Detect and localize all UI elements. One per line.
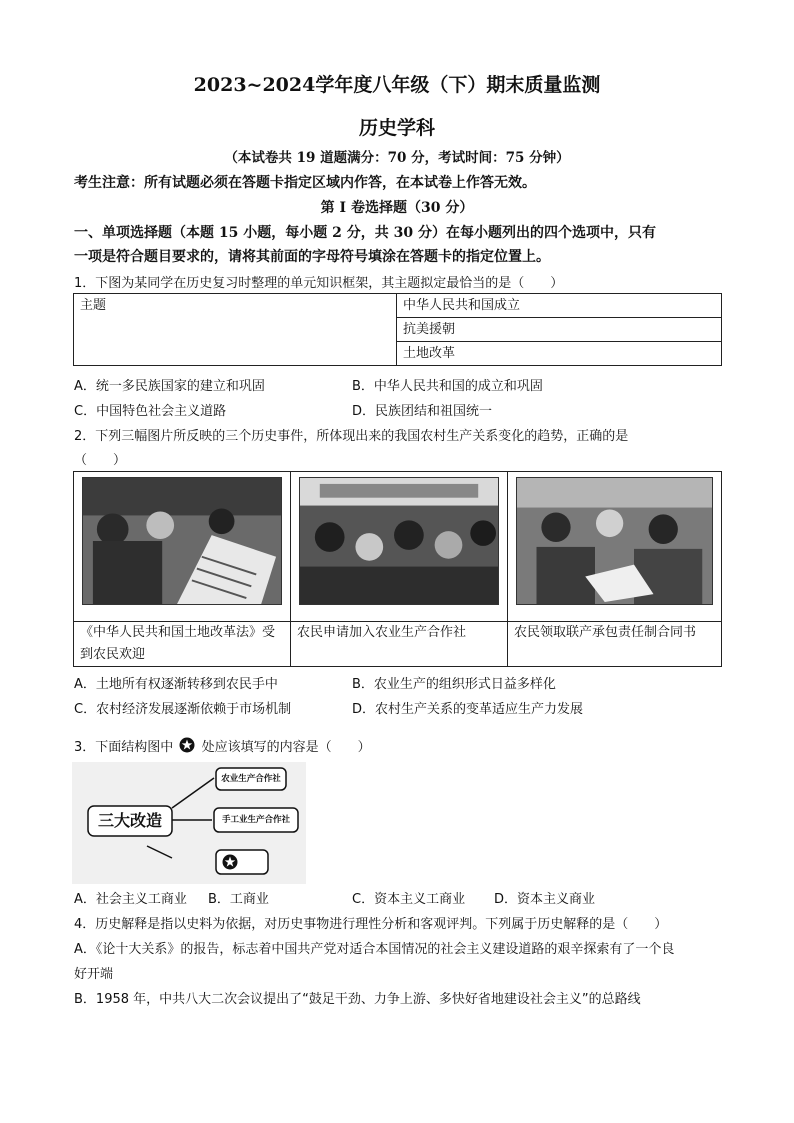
q4-option-b[interactable]: B．1958 年，中共八大二次会议提出了“鼓足干劲、力争上游、多快好省地建设社会主义”的总路线 bbox=[74, 992, 641, 1007]
photo-contract-image bbox=[516, 477, 713, 605]
q2-option-d[interactable]: D．农村生产关系的变革适应生产力发展 bbox=[352, 702, 584, 717]
q4-stem: 4．历史解释是指以史料为依据，对历史事物进行理性分析和客观评判。下列属于历史解释的是（ ） bbox=[74, 917, 668, 932]
section1-line2: 一项是符合题目要求的，请将其前面的字母符号填涂在答题卡的指定位置上。 bbox=[74, 249, 550, 265]
section1-line1: 一、单项选择题（本题 15 小题，每小题 2 分，共 30 分）在每小题列出的四个选项中，只有 bbox=[74, 225, 656, 241]
diagram-star-marker-icon bbox=[222, 854, 238, 870]
q1-theme-cell: 主题 bbox=[74, 294, 397, 366]
q3-stem-post: 处应该填写的内容是（ ） bbox=[201, 740, 371, 755]
q2-picture-table bbox=[73, 471, 722, 667]
q4-option-a-cont: 好开端 bbox=[74, 967, 114, 982]
q3-option-d[interactable]: D．资本主义商业 bbox=[494, 892, 596, 907]
exam-title: 2023~2024学年度八年级（下）期末质量监测 bbox=[193, 74, 601, 96]
q3-stem-pre: 3．下面结构图中 bbox=[74, 740, 174, 755]
q3-option-a[interactable]: A．社会主义工商业 bbox=[74, 892, 187, 907]
diagram-branch-handicraft: 手工业生产合作社 bbox=[221, 815, 290, 825]
q3-stem bbox=[74, 736, 371, 755]
q2-caption-1: 《中华人民共和国土地改革法》受到农民欢迎 bbox=[74, 622, 291, 667]
q2-stem: 2．下列三幅图片所反映的三个历史事件，所体现出来的我国农村生产关系变化的趋势，正确的是 bbox=[74, 429, 629, 444]
q1-option-b[interactable]: B．中华人民共和国的成立和巩固 bbox=[352, 379, 543, 394]
q2-option-b[interactable]: B．农业生产的组织形式日益多样化 bbox=[352, 677, 556, 692]
q1-item-cell: 土地改革 bbox=[397, 342, 722, 366]
q2-photo-cell bbox=[291, 472, 508, 622]
q2-stem-bracket: （ ） bbox=[74, 453, 127, 468]
diagram-branch-agriculture: 农业生产合作社 bbox=[221, 774, 281, 784]
q3-option-c[interactable]: C．资本主义工商业 bbox=[352, 892, 466, 907]
q1-item-cell: 抗美援朝 bbox=[397, 318, 722, 342]
q1-option-d[interactable]: D．民族团结和祖国统一 bbox=[352, 404, 493, 419]
diagram-center-node: 三大改造 bbox=[97, 811, 162, 830]
q1-option-c[interactable]: C．中国特色社会主义道路 bbox=[74, 404, 227, 419]
q3-option-b[interactable]: B．工商业 bbox=[208, 892, 269, 907]
q2-photo-cell bbox=[74, 472, 291, 622]
q4-option-a[interactable]: A．《论十大关系》的报告，标志着中国共产党对适合本国情况的社会主义建设道路的艰辛探索有了一个良 bbox=[74, 942, 675, 957]
q1-stem: 1．下图为某同学在历史复习时整理的单元知识框架，其主题拟定最恰当的是（ ） bbox=[74, 276, 564, 291]
q1-item-cell: 中华人民共和国成立 bbox=[397, 294, 722, 318]
q1-knowledge-table bbox=[73, 293, 722, 366]
q2-option-a[interactable]: A．土地所有权逐渐转移到农民手中 bbox=[74, 677, 278, 692]
q2-caption-3: 农民领取联产承包责任制合同书 bbox=[508, 622, 722, 667]
q2-photo-cell bbox=[508, 472, 722, 622]
q2-caption-2: 农民申请加入农业生产合作社 bbox=[291, 622, 508, 667]
exam-info: （本试卷共 19 道题满分：70 分，考试时间：75 分钟） bbox=[224, 150, 570, 166]
subject-title: 历史学科 bbox=[358, 117, 435, 139]
notice: 考生注意：所有试题必须在答题卡指定区域内作答，在本试卷上作答无效。 bbox=[74, 175, 536, 191]
photo-land-reform-image bbox=[82, 477, 282, 605]
q3-structure-diagram bbox=[72, 762, 306, 884]
volume-title: 第 I 卷选择题（30 分） bbox=[320, 200, 474, 216]
photo-cooperative-image bbox=[299, 477, 499, 605]
q1-option-a[interactable]: A．统一多民族国家的建立和巩固 bbox=[74, 379, 265, 394]
q2-option-c[interactable]: C．农村经济发展逐渐依赖于市场机制 bbox=[74, 702, 292, 717]
star-marker-icon bbox=[179, 737, 195, 753]
